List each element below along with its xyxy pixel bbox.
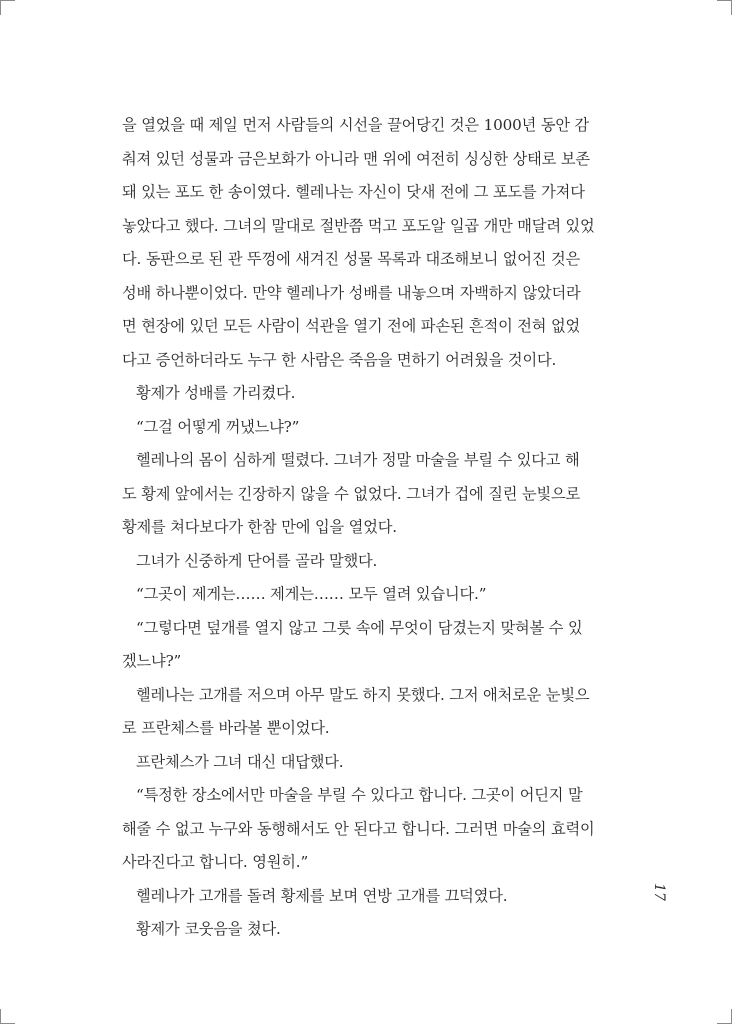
- text-line: 면 현장에 있던 모든 사람이 석관을 열기 전에 파손된 흔적이 전혀 없었: [122, 317, 581, 335]
- page-number: 17: [650, 883, 667, 901]
- text-line: 다고 증언하더라도 누구 한 사람은 죽음을 면하기 어려웠을 것이다.: [122, 350, 557, 369]
- text-line: 황제가 코웃음을 쳤다.: [136, 920, 281, 938]
- text-line: 헬레나는 고개를 저으며 아무 말도 하지 못했다. 그저 애처로운 눈빛으: [136, 685, 590, 704]
- text-line: 성배 하나뿐이었다. 만약 헬레나가 성배를 내놓으며 자백하지 않았더라: [122, 283, 581, 302]
- crop-mark-top-left-vertical: [0, 0, 1, 15]
- text-line: “그걸 어떻게 꺼냈느냐?”: [136, 417, 300, 436]
- text-line: 황제가 성배를 가리켰다.: [136, 384, 296, 402]
- crop-mark-top-right-horizontal: [717, 0, 732, 1]
- text-line: 사라진다고 합니다. 영원히.”: [122, 853, 309, 871]
- text-line: 헬레나의 몸이 심하게 떨렸다. 그녀가 정말 마술을 부릴 수 있다고 해: [136, 451, 580, 469]
- text-line: 헬레나가 고개를 돌려 황제를 보며 연방 고개를 끄덕였다.: [136, 886, 508, 905]
- text-line: 프란체스가 그녀 대신 대답했다.: [136, 752, 344, 771]
- text-line: 로 프란체스를 바라볼 뿐이었다.: [122, 719, 330, 737]
- body-text: [122, 109, 612, 947]
- text-line: “특정한 장소에서만 마술을 부릴 수 있다고 합니다. 그곳이 어딘지 말: [136, 786, 583, 804]
- text-line: 겠느냐?”: [122, 652, 182, 670]
- text-line: “그곳이 제게는…… 제게는…… 모두 열려 있습니다.”: [136, 585, 487, 603]
- text-line: “그렇다면 덮개를 열지 않고 그릇 속에 무엇이 담겼는지 맞혀볼 수 있: [136, 618, 583, 637]
- text-line: 을 열었을 때 제일 먼저 사람들의 시선을 끌어당긴 것은 1000년 동안 감: [122, 116, 590, 134]
- crop-mark-top-left-horizontal: [0, 0, 15, 1]
- text-line: 놓았다고 했다. 그녀의 말대로 절반쯤 먹고 포도알 일곱 개만 매달려 있었: [122, 216, 595, 235]
- text-line: 그녀가 신중하게 단어를 골라 말했다.: [136, 551, 378, 570]
- text-line: 해줄 수 없고 누구와 동행해서도 안 된다고 합니다. 그러면 마술의 효력이: [122, 819, 595, 838]
- text-line: 돼 있는 포도 한 송이였다. 헬레나는 자신이 닷새 전에 그 포도를 가져다: [122, 183, 585, 201]
- text-line: 도 황제 앞에서는 긴장하지 않을 수 없었다. 그녀가 겁에 질린 눈빛으로: [122, 484, 581, 503]
- crop-mark-bottom-left-vertical: [0, 1009, 1, 1024]
- text-line: 황제를 쳐다보다가 한참 만에 입을 열었다.: [122, 518, 397, 536]
- text-line: 다. 동판으로 된 관 뚜껑에 새겨진 성물 목록과 대조해보니 없어진 것은: [122, 250, 581, 268]
- text-line: 춰져 있던 성물과 금은보화가 아니라 맨 위에 여전히 싱싱한 상태로 보존: [122, 149, 590, 168]
